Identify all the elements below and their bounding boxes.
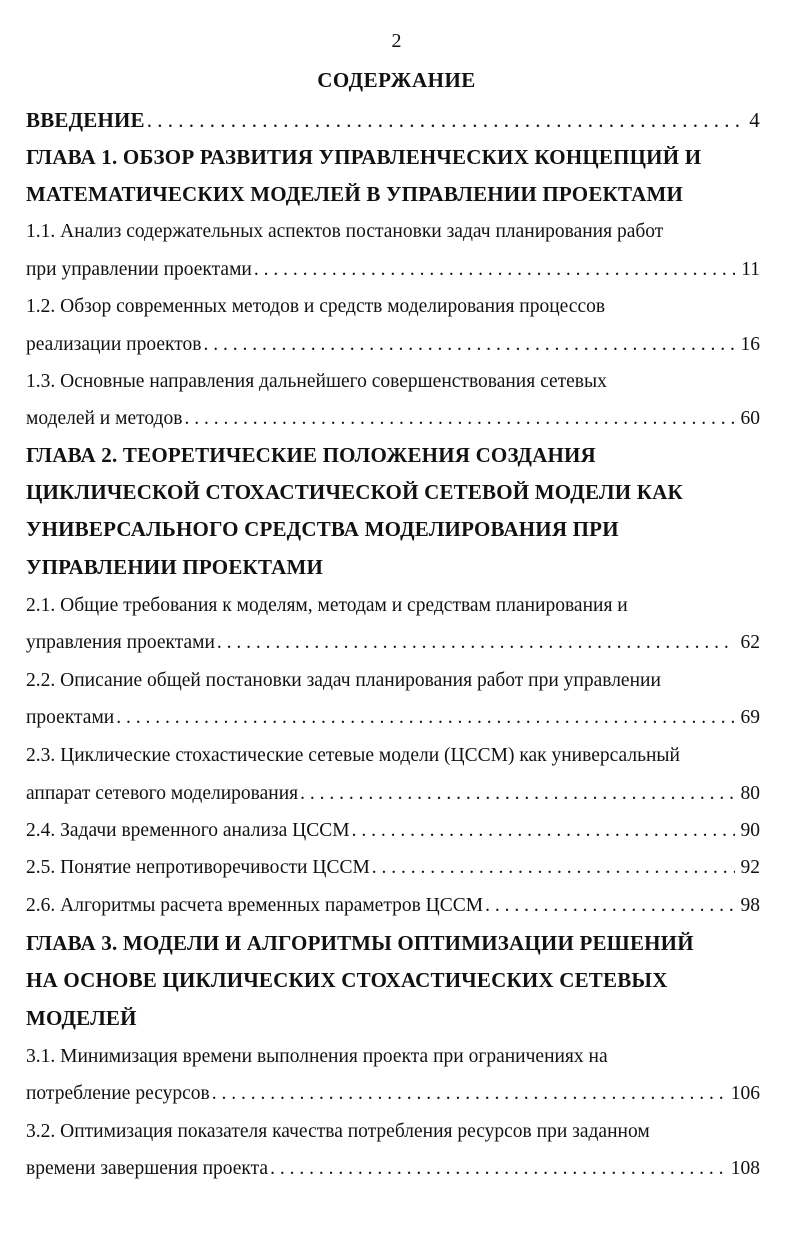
dot-leader bbox=[203, 333, 734, 357]
toc-entry-page: 90 bbox=[740, 820, 760, 841]
dot-leader bbox=[372, 856, 735, 880]
toc-entry-label: ВВЕДЕНИЕ bbox=[26, 108, 145, 132]
toc-entry-1-2-line-1[interactable]: 1.2. Обзор современных методов и средств моделирования процессов bbox=[26, 296, 606, 317]
chapter-2-heading-line-4[interactable]: УПРАВЛЕНИИ ПРОЕКТАМИ bbox=[26, 555, 324, 579]
chapter-2-heading-line-2[interactable]: ЦИКЛИЧЕСКОЙ СТОХАСТИЧЕСКОЙ СЕТЕВОЙ МОДЕЛИ КАК bbox=[26, 480, 683, 504]
toc-entry-page: 60 bbox=[740, 408, 760, 429]
toc-entry-page: 106 bbox=[730, 1083, 760, 1104]
chapter-1-heading-line-2[interactable]: МАТЕМАТИЧЕСКИХ МОДЕЛЕЙ В УПРАВЛЕНИИ ПРОЕКТАМИ bbox=[26, 182, 684, 206]
toc-entry-label: управления проектами bbox=[26, 632, 215, 653]
toc-entry-2-1[interactable] bbox=[26, 631, 760, 655]
toc-entry-1-1-line-1[interactable]: 1.1. Анализ содержательных аспектов постановки задач планирования работ bbox=[26, 221, 664, 242]
toc-entry-label: при управлении проектами bbox=[26, 259, 252, 280]
toc-entry-introduction[interactable] bbox=[26, 108, 760, 132]
toc-entry-page: 98 bbox=[740, 895, 760, 916]
dot-leader bbox=[485, 894, 734, 918]
toc-entry-page: 108 bbox=[730, 1158, 760, 1179]
chapter-3-heading-line-2[interactable]: НА ОСНОВЕ ЦИКЛИЧЕСКИХ СТОХАСТИЧЕСКИХ СЕТЕВЫХ bbox=[26, 968, 668, 992]
toc-entry-3-1[interactable] bbox=[26, 1082, 760, 1106]
chapter-3-heading-line-3[interactable]: МОДЕЛЕЙ bbox=[26, 1006, 137, 1030]
toc-entry-2-6[interactable] bbox=[26, 894, 760, 918]
toc-entry-3-2[interactable] bbox=[26, 1157, 760, 1181]
toc-entry-label: 2.5. Понятие непротиворечивости ЦССМ bbox=[26, 857, 370, 878]
toc-entry-label: времени завершения проекта bbox=[26, 1158, 269, 1179]
toc-entry-page: 62 bbox=[740, 632, 760, 653]
page-number: 2 bbox=[391, 30, 402, 52]
chapter-2-heading-line-1[interactable]: ГЛАВА 2. ТЕОРЕТИЧЕСКИЕ ПОЛОЖЕНИЯ СОЗДАНИЯ bbox=[26, 443, 596, 467]
chapter-3-heading-line-1[interactable]: ГЛАВА 3. МОДЕЛИ И АЛГОРИТМЫ ОПТИМИЗАЦИИ РЕШЕНИЙ bbox=[26, 931, 694, 955]
toc-entry-page: 4 bbox=[749, 108, 760, 132]
toc-entry-page: 16 bbox=[740, 334, 760, 355]
dot-leader bbox=[212, 1082, 725, 1106]
toc-entry-1-2[interactable] bbox=[26, 333, 760, 357]
toc-entry-page: 69 bbox=[740, 707, 760, 728]
toc-entry-page: 80 bbox=[740, 783, 760, 804]
dot-leader bbox=[254, 258, 735, 282]
dot-leader bbox=[116, 706, 734, 730]
toc-entry-label: 2.6. Алгоритмы расчета временных параметров ЦССМ bbox=[26, 895, 484, 916]
dot-leader bbox=[270, 1157, 725, 1181]
toc-entry-2-3-line-1[interactable]: 2.3. Циклические стохастические сетевые модели (ЦССМ) как универсальный bbox=[26, 745, 680, 766]
toc-entry-2-2-line-1[interactable]: 2.2. Описание общей постановки задач планирования работ при управлении bbox=[26, 670, 661, 691]
toc-entry-1-3[interactable] bbox=[26, 407, 760, 431]
dot-leader bbox=[147, 108, 744, 132]
toc-entry-2-1-line-1[interactable]: 2.1. Общие требования к моделям, методам и средствам планирования и bbox=[26, 595, 628, 616]
dot-leader bbox=[217, 631, 735, 655]
toc-entry-label: моделей и методов bbox=[26, 408, 183, 429]
toc-entry-2-4[interactable] bbox=[26, 819, 760, 843]
chapter-2-heading-line-3[interactable]: УНИВЕРСАЛЬНОГО СРЕДСТВА МОДЕЛИРОВАНИЯ ПРИ bbox=[26, 517, 619, 541]
toc-entry-2-2[interactable] bbox=[26, 706, 760, 730]
toc-entry-label: 2.4. Задачи временного анализа ЦССМ bbox=[26, 820, 350, 841]
toc-entry-label: реализации проектов bbox=[26, 334, 202, 355]
dot-leader bbox=[300, 782, 734, 806]
toc-entry-page: 92 bbox=[740, 857, 760, 878]
toc-entry-label: аппарат сетевого моделирования bbox=[26, 783, 299, 804]
toc-entry-page: 11 bbox=[741, 259, 760, 280]
toc-entry-3-1-line-1[interactable]: 3.1. Минимизация времени выполнения проекта при ограничениях на bbox=[26, 1046, 608, 1067]
toc-entry-2-3[interactable] bbox=[26, 782, 760, 806]
dot-leader bbox=[352, 819, 735, 843]
toc-entry-1-3-line-1[interactable]: 1.3. Основные направления дальнейшего совершенствования сетевых bbox=[26, 371, 607, 392]
toc-entry-label: проектами bbox=[26, 707, 115, 728]
toc-entry-2-5[interactable] bbox=[26, 856, 760, 880]
toc-entry-1-1[interactable] bbox=[26, 258, 760, 282]
toc-entry-label: потребление ресурсов bbox=[26, 1083, 210, 1104]
chapter-1-heading-line-1[interactable]: ГЛАВА 1. ОБЗОР РАЗВИТИЯ УПРАВЛЕНЧЕСКИХ КОНЦЕПЦИЙ И bbox=[26, 145, 702, 169]
toc-entry-3-2-line-1[interactable]: 3.2. Оптимизация показателя качества потребления ресурсов при заданном bbox=[26, 1121, 650, 1142]
page-title: СОДЕРЖАНИЕ bbox=[317, 68, 476, 92]
dot-leader bbox=[184, 407, 734, 431]
